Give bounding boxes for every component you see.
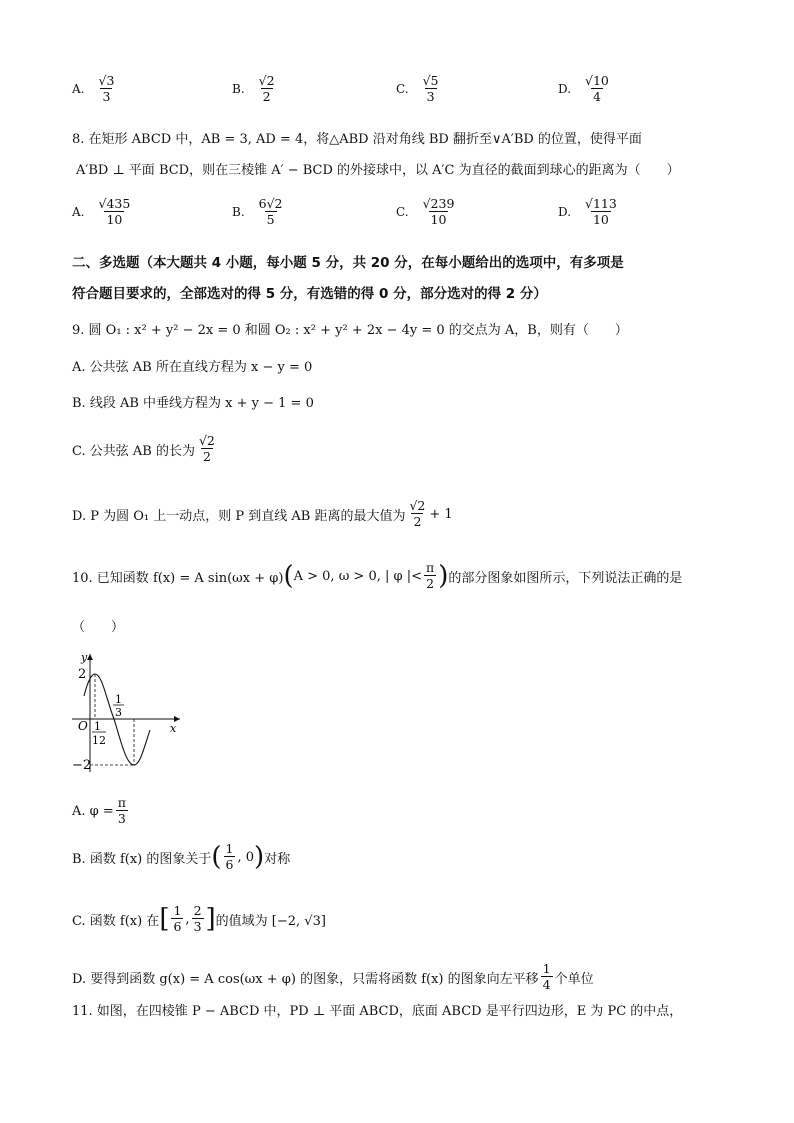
y-max-label: 2	[78, 667, 87, 682]
q8-option-d: D. $\frac{√113}{10}$	[558, 196, 617, 228]
origin-label: O	[78, 719, 88, 733]
x-axis-label: x	[170, 722, 177, 735]
section-2-heading-line-1: 二、多选题（本大题共 4 小题，每小题 5 分，共 20 分，在每小题给出的选项中，有多项是	[72, 255, 624, 271]
y-axis-label: y	[81, 651, 88, 664]
section-2-heading-line-2: 符合题目要求的，全部选对的得 5 分，有选错的得 0 分，部分选对的得 2 分）	[72, 286, 547, 302]
q9-option-a: A. 公共弦 AB 所在直线方程为 x − y = 0	[72, 360, 313, 375]
q10-option-d: D. 要得到函数 g(x) = A cos(ωx + φ) 的图象，只需将函数 f(x) 的图象向左平移 $\frac{1}{4}$ 个单位	[72, 961, 594, 993]
q7-option-a: A. $\frac{√3}{3}$	[72, 73, 115, 105]
tick-1-3-num: 1	[115, 693, 122, 706]
q7-option-b: B. $\frac{√2}{2}$	[232, 73, 275, 105]
tick-1-12-num: 1	[94, 720, 101, 733]
q10-stem: 10. 已知函数 f(x) = A sin(ωx + φ) ( A > 0, ω > 0, | φ |< $\frac{\pi}{2}$ ) 的部分图象如图所示，下列说法正确的是	[72, 560, 683, 592]
q7-option-c: C. $\frac{√5}{3}$	[396, 73, 439, 105]
q8-line-2: A′BD ⊥ 平面 BCD，则在三棱锥 A′ − BCD 的外接球中，以 A′C 为直径的截面到球心的距离为（ ）	[76, 163, 680, 178]
q10-answer-paren: （ ）	[72, 620, 125, 635]
q11-stem: 11. 如图，在四棱锥 P − ABCD 中，PD ⊥ 平面 ABCD，底面 ABCD 是平行四边形，E 为 PC 的中点，	[72, 1004, 683, 1019]
q10-option-a: A. φ = $\frac{\pi}{3}$	[72, 795, 126, 827]
q7-option-d: D. $\frac{√10}{4}$	[558, 73, 609, 105]
tick-1-3-den: 3	[115, 706, 122, 719]
q8-option-c: C. $\frac{√239}{10}$	[396, 196, 455, 228]
q9-option-d: D. P 为圆 O₁ 上一动点，则 P 到直线 AB 距离的最大值为 $\frac{√2}{2}$ + 1	[72, 498, 453, 530]
y-min-label: −2	[72, 758, 92, 773]
q10-option-c: C. 函数 f(x) 在 [ $\frac{1}{6}$ , $\frac{2}{3}$ ] 的值域为 [−2, √3]	[72, 903, 326, 935]
q8-line-1: 8. 在矩形 ABCD 中，AB = 3, AD = 4，将△ABD 沿对角线 BD 翻折至∨A′BD 的位置，使得平面	[72, 132, 642, 147]
q8-option-a: A. $\frac{√435}{10}$	[72, 196, 131, 228]
q10-option-b: B. 函数 f(x) 的图象关于 ( $\frac{1}{6}$ , 0 ) 对称	[72, 841, 291, 873]
q9-stem: 9. 圆 O₁ : x² + y² − 2x = 0 和圆 O₂ : x² + y² + 2x − 4y = 0 的交点为 A，B，则有（ ）	[72, 323, 628, 338]
q8-option-b: B. $\frac{6√2}{5}$	[232, 196, 283, 228]
q9-option-b: B. 线段 AB 中垂线方程为 x + y − 1 = 0	[72, 396, 314, 411]
tick-1-12-den: 12	[92, 734, 106, 747]
q10-function-graph	[68, 648, 198, 778]
q9-option-c: C. 公共弦 AB 的长为 $\frac{√2}{2}$	[72, 433, 215, 465]
